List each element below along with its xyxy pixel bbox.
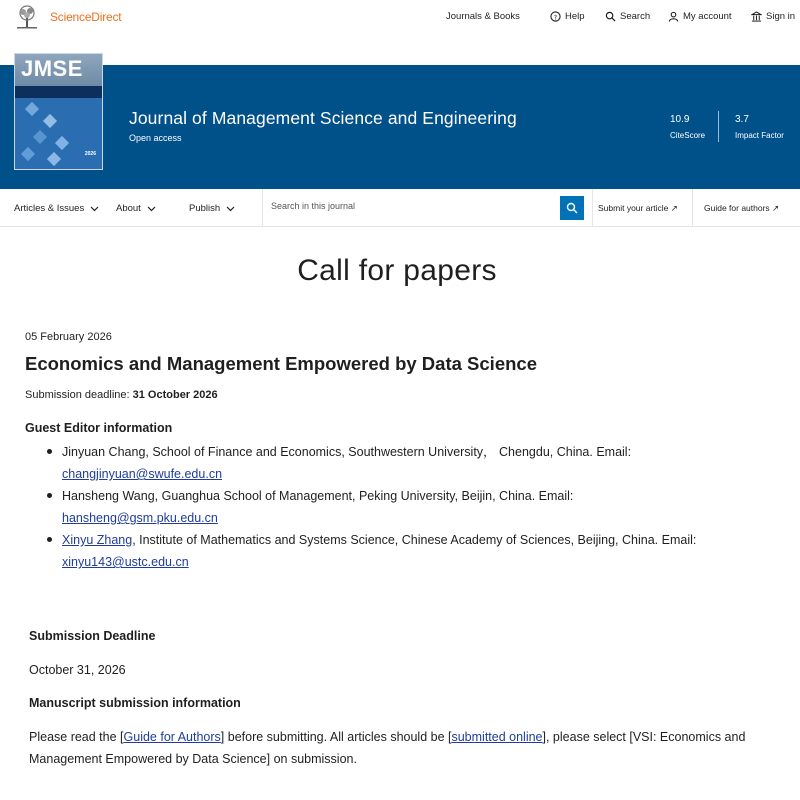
chevron-down-icon xyxy=(226,206,235,212)
cover-year: 2026 xyxy=(84,151,96,157)
my-account-label: My account xyxy=(683,11,732,22)
top-bar xyxy=(0,0,800,36)
institution-icon xyxy=(751,11,762,22)
search-icon xyxy=(605,11,616,22)
journal-cover[interactable] xyxy=(14,53,103,170)
svg-text:?: ? xyxy=(553,13,558,22)
articles-issues-menu[interactable] xyxy=(14,203,99,214)
manuscript-text-part: ], please select [VSI: Economics and Management Empowered by Data Science] on submission. xyxy=(29,730,746,766)
deadline-value: 31 October 2026 xyxy=(132,389,218,401)
editor-name-link[interactable]: Xinyu Zhang xyxy=(62,533,133,547)
guest-editor-list xyxy=(45,441,785,573)
chevron-down-icon xyxy=(90,206,99,212)
publish-menu[interactable] xyxy=(189,203,235,214)
journals-books-link[interactable] xyxy=(446,11,520,22)
submitted-online-link[interactable]: submitted online xyxy=(451,730,543,744)
nav-divider xyxy=(592,189,593,227)
my-account-link[interactable] xyxy=(668,11,732,22)
page-title: Call for papers xyxy=(297,254,497,287)
about-menu[interactable] xyxy=(116,203,156,214)
editor-email-link[interactable]: xinyu143@ustc.edu.cn xyxy=(62,555,189,569)
cover-diamond-icon xyxy=(33,130,47,144)
journal-search-input[interactable] xyxy=(271,201,551,211)
cover-diamond-icon xyxy=(55,136,69,150)
sign-in-label: Sign in xyxy=(766,11,796,22)
submission-deadline-line xyxy=(25,389,218,401)
help-link[interactable] xyxy=(550,11,585,22)
journal-search-button[interactable] xyxy=(560,196,584,220)
impact-factor-label[interactable]: Impact Factor xyxy=(735,131,784,140)
editor-info: Hansheng Wang, Guanghua School of Management, Peking University, Beijin, China. Email: xyxy=(62,489,574,503)
guide-authors-link[interactable]: Guide for authors ↗ xyxy=(704,203,780,213)
help-icon xyxy=(550,11,561,22)
elsevier-tree-icon xyxy=(14,5,40,29)
citescore-label[interactable]: CiteScore xyxy=(670,131,706,140)
cover-diamond-icon xyxy=(25,102,39,116)
publish-label: Publish xyxy=(189,203,221,214)
sign-in-link[interactable] xyxy=(751,11,795,22)
journal-title[interactable]: Journal of Management Science and Engineering xyxy=(129,108,517,128)
submit-article-link[interactable]: Submit your article ↗ xyxy=(598,203,678,213)
manuscript-text-part: Please read the [ xyxy=(29,730,124,744)
cover-diamond-icon xyxy=(21,147,35,161)
sciencedirect-logo[interactable] xyxy=(14,5,121,29)
chevron-down-icon xyxy=(147,206,156,212)
journals-books-label: Journals & Books xyxy=(446,11,520,22)
editor-email-link[interactable]: hansheng@gsm.pku.edu.cn xyxy=(62,511,218,525)
article-title: Economics and Management Empowered by Data Science xyxy=(25,353,537,374)
editor-info: Jinyuan Chang, School of Finance and Economics, Southwestern University， Chengdu, China. Email: xyxy=(62,445,632,459)
about-label: About xyxy=(116,203,141,214)
manuscript-text xyxy=(29,726,789,770)
manuscript-heading: Manuscript submission information xyxy=(29,696,241,710)
guest-editor-heading: Guest Editor information xyxy=(25,421,173,435)
cover-code: JMSE xyxy=(21,56,83,81)
journal-search-box xyxy=(262,189,560,227)
articles-issues-label: Articles & Issues xyxy=(14,203,85,214)
submission-deadline-text: October 31, 2026 xyxy=(29,663,126,677)
deadline-label: Submission deadline: xyxy=(25,389,133,401)
brand-name: ScienceDirect xyxy=(50,10,122,24)
person-icon xyxy=(668,11,679,22)
open-access-label: Open access xyxy=(129,133,182,143)
metric-divider xyxy=(718,111,719,142)
search-icon xyxy=(566,202,578,214)
list-item xyxy=(45,529,785,573)
cover-diamond-icon xyxy=(43,114,57,128)
list-item xyxy=(45,441,785,485)
list-item xyxy=(45,485,785,529)
manuscript-text-part: ] before submitting. All articles should be [ xyxy=(220,730,452,744)
nav-divider xyxy=(692,189,693,227)
impact-factor-value[interactable]: 3.7 xyxy=(735,114,749,125)
search-label: Search xyxy=(620,11,651,22)
publish-date: 05 February 2026 xyxy=(25,331,112,343)
search-link[interactable] xyxy=(605,11,650,22)
cover-diamond-icon xyxy=(47,152,61,166)
submission-deadline-heading: Submission Deadline xyxy=(29,629,156,643)
help-label: Help xyxy=(565,11,585,22)
citescore-value[interactable]: 10.9 xyxy=(670,114,690,125)
guide-for-authors-link[interactable]: Guide for Authors xyxy=(123,730,221,744)
cover-band xyxy=(15,86,102,98)
editor-info: , Institute of Mathematics and Systems Science, Chinese Academy of Sciences, Beijing, China. Email: xyxy=(132,533,697,547)
editor-email-link[interactable]: changjinyuan@swufe.edu.cn xyxy=(62,467,223,481)
